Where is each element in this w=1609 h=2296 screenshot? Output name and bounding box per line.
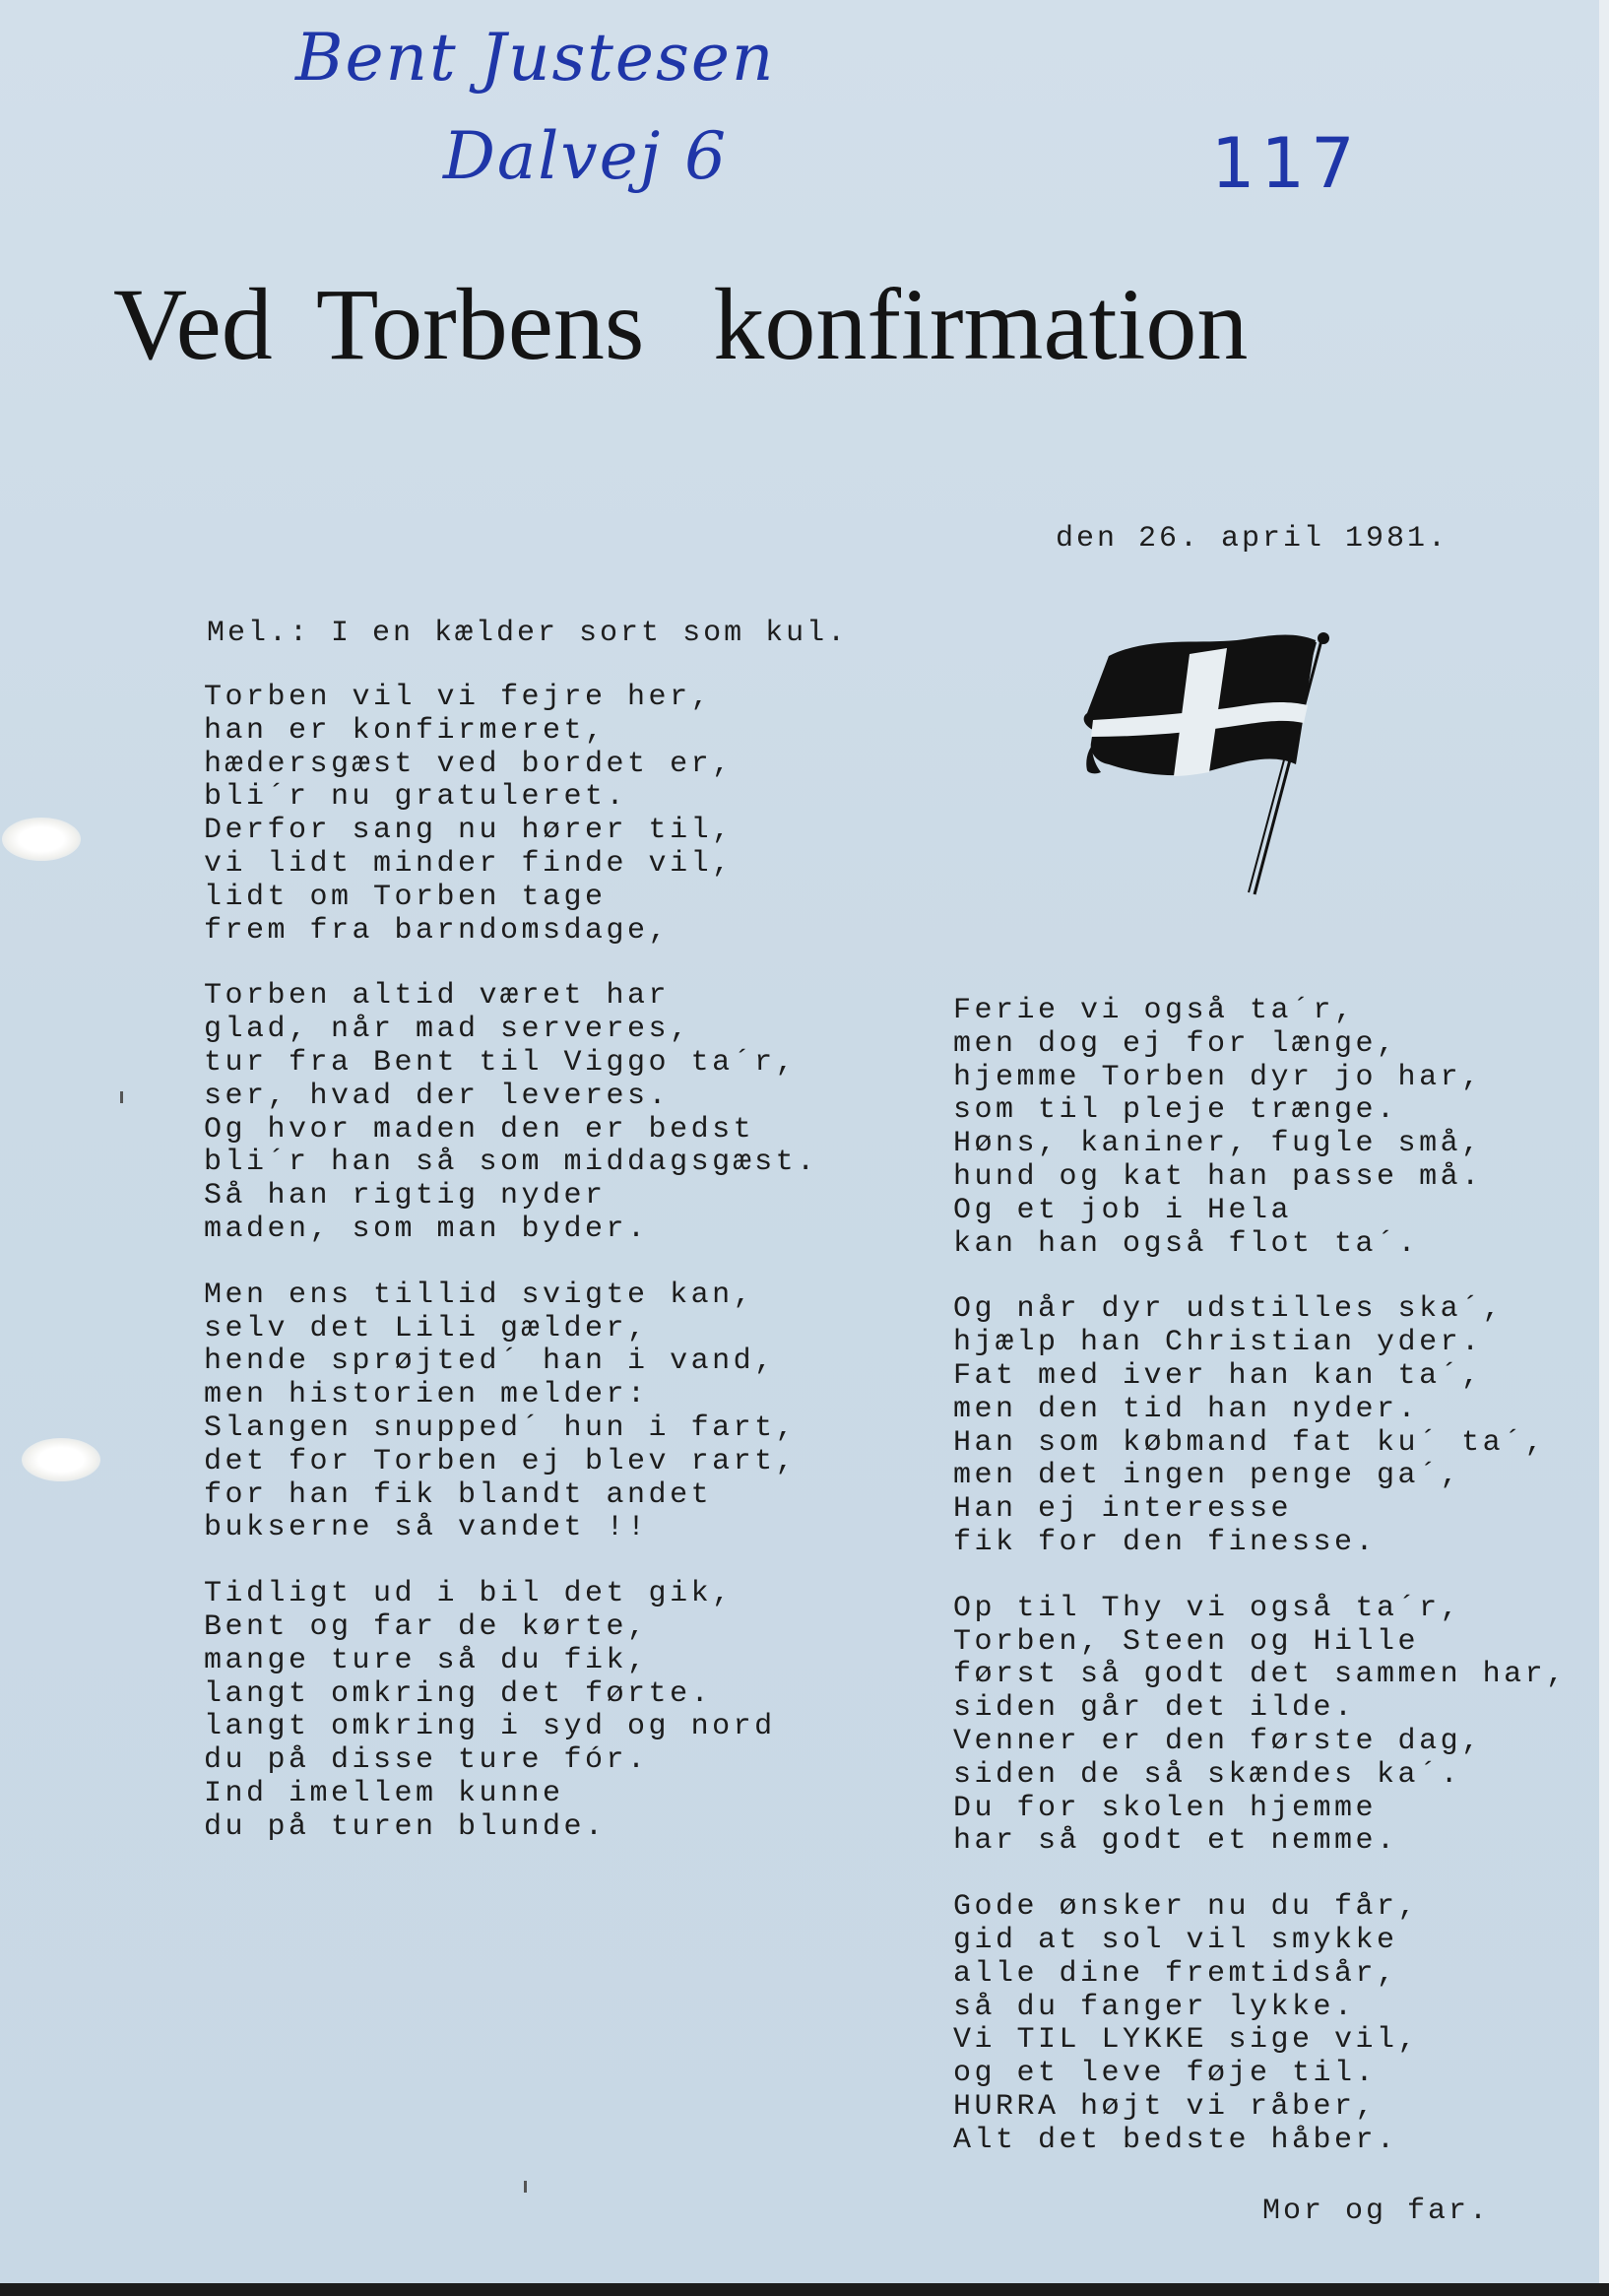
poem-line: Så han rigtig nyder (204, 1179, 607, 1214)
poem-line: Og hvor maden den er bedst (204, 1112, 755, 1147)
poem-line: Men ens tillid svigte kan, (204, 1278, 755, 1312)
poem-line: bukserne så vandet !! (204, 1511, 649, 1545)
danish-flag-icon (1079, 626, 1335, 902)
stanza (204, 1578, 818, 1844)
stanza (204, 682, 818, 948)
stanza (953, 1593, 1568, 1859)
poem-line: Høns, kaniner, fugle små, (953, 1127, 1483, 1161)
poem-line: langt omkring det førte. (204, 1676, 713, 1711)
poem-line: Du for skolen hjemme (953, 1791, 1378, 1825)
poem-line: vi lidt minder finde vil, (204, 846, 734, 881)
poem-line: maden, som man byder. (204, 1212, 649, 1246)
punch-hole-upper (2, 818, 81, 861)
poem-line: Slangen snupped´ hun i fart, (204, 1410, 798, 1445)
poem-line: mange ture så du fik, (204, 1643, 649, 1677)
poem-line: ser, hvad der leveres. (204, 1079, 671, 1113)
poem-line: Torben vil vi fejre her, (204, 681, 713, 714)
poem-line: langt omkring i syd og nord (204, 1710, 776, 1744)
scan-edge-right (1599, 0, 1609, 2296)
poem-line: selv det Lili gælder, (204, 1311, 649, 1345)
poem-line: alle dine fremtidsår, (953, 1956, 1398, 1991)
signature: Mor og far. (1262, 2195, 1491, 2228)
poem-line: Torben altid været har (204, 979, 671, 1014)
poem-line: Torben, Steen og Hille (953, 1624, 1420, 1659)
poem-line: fik for den finesse. (953, 1525, 1378, 1559)
poem-line: Tidligt ud i bil det gik, (204, 1577, 734, 1611)
poem-line: Derfor sang nu hører til, (204, 814, 734, 848)
stanza (204, 980, 818, 1246)
stanza (953, 1891, 1568, 2157)
poem-line: bli´r han så som middagsgæst. (204, 1146, 818, 1180)
poem-line: Han ej interesse (953, 1492, 1293, 1527)
stanza (953, 995, 1568, 1261)
poem-line: Gode ønsker nu du får, (953, 1890, 1420, 1925)
poem-line: siden går det ilde. (953, 1691, 1356, 1726)
poem-line: du på turen blunde. (204, 1809, 607, 1844)
poem-line: Bent og far de kørte, (204, 1609, 649, 1644)
poem-line: har så godt et nemme. (953, 1824, 1398, 1859)
poem-line: Og et job i Hela (953, 1193, 1293, 1227)
poem-line: Fat med iver han kan ta´, (953, 1358, 1483, 1393)
poem-line: hund og kat han passe må. (953, 1159, 1483, 1194)
poem-line: og et leve føje til. (953, 2057, 1378, 2091)
poem-line: det for Torben ej blev rart, (204, 1444, 798, 1478)
poem-line: frem fra barndomsdage, (204, 913, 671, 948)
stanza (953, 1293, 1568, 1559)
poem-line: Op til Thy vi også ta´r, (953, 1591, 1462, 1625)
poem-line: så du fanger lykke. (953, 1990, 1356, 2024)
poem-line: Ferie vi også ta´r, (953, 994, 1356, 1027)
page-title (113, 266, 1248, 383)
poem-line: først så godt det sammen har, (953, 1658, 1568, 1692)
poem-column-left (204, 682, 818, 1877)
poem-line: du på disse ture fór. (204, 1743, 649, 1778)
poem-line: gid at sol vil smykke (953, 1923, 1398, 1957)
poem-line: Og når dyr udstilles ska´, (953, 1292, 1505, 1327)
poem-line: Vi TIL LYKKE sige vil, (953, 2023, 1420, 2058)
title-part-2: konfirmation (713, 268, 1249, 381)
poem-line: men det ingen penge ga´, (953, 1459, 1462, 1493)
punch-hole-lower (22, 1438, 100, 1481)
poem-line: hjemme Torben dyr jo har, (953, 1060, 1483, 1094)
poem-line: kan han også flot ta´. (953, 1226, 1420, 1261)
poem-line: Ind imellem kunne (204, 1776, 564, 1810)
poem-line: HURRA højt vi råber, (953, 2089, 1378, 2124)
poem-line: hjælp han Christian yder. (953, 1326, 1483, 1360)
poem-column-right (953, 995, 1568, 2191)
date-line: den 26. april 1981. (1056, 522, 1449, 556)
paper-speck (120, 1091, 123, 1103)
poem-line: glad, når mad serveres, (204, 1013, 691, 1047)
handwritten-address: Dalvej 6 (443, 118, 729, 194)
poem-line: men dog ej for længe, (953, 1026, 1398, 1061)
poem-line: han er konfirmeret, (204, 713, 607, 748)
handwritten-number: 117 (1211, 123, 1361, 204)
handwritten-name: Bent Justesen (295, 20, 776, 96)
poem-line: men historien melder: (204, 1378, 649, 1412)
poem-line: som til pleje trænge. (953, 1093, 1398, 1128)
stanza (204, 1279, 818, 1545)
melody-line: Mel.: I en kælder sort som kul. (207, 617, 849, 650)
poem-line: tur fra Bent til Viggo ta´r, (204, 1045, 798, 1080)
poem-line: hende sprøjted´ han i vand, (204, 1345, 776, 1379)
poem-line: lidt om Torben tage (204, 880, 607, 914)
poem-line: hædersgæst ved bordet er, (204, 747, 734, 781)
title-part-1: Ved Torbens (113, 268, 645, 381)
poem-line: men den tid han nyder. (953, 1392, 1420, 1426)
paper-speck (524, 2181, 527, 2193)
poem-line: bli´r nu gratuleret. (204, 780, 628, 815)
poem-line: siden de så skændes ka´. (953, 1757, 1462, 1792)
poem-line: Venner er den første dag, (953, 1724, 1483, 1758)
scan-edge-bottom (0, 2283, 1609, 2296)
poem-line: Han som købmand fat ku´ ta´, (953, 1425, 1547, 1460)
poem-line: for han fik blandt andet (204, 1477, 713, 1512)
poem-line: Alt det bedste håber. (953, 2123, 1398, 2157)
